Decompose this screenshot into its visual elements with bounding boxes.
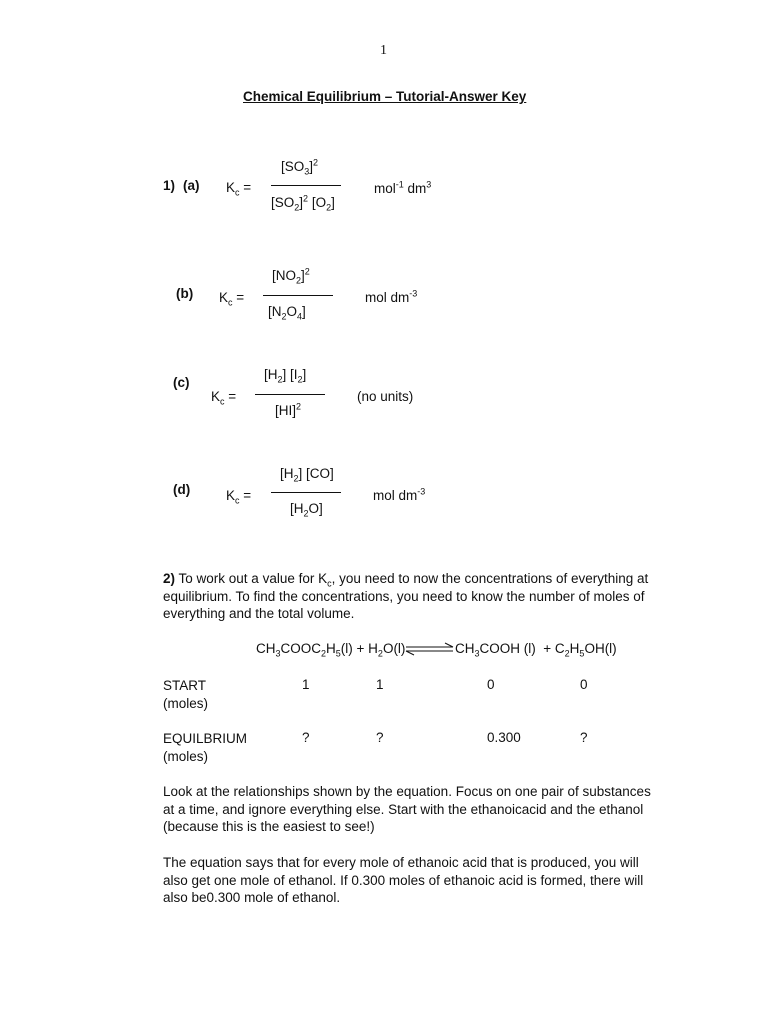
part-b-units: mol $dm^{-3}$: [365, 288, 418, 305]
part-b-numerator: $[NO_2]^2$: [272, 266, 310, 286]
equilibrium-arrows-icon: [405, 642, 455, 656]
part-d-denominator: $[H_2O]$: [290, 501, 323, 519]
part-b-denominator: $[N_2O_4]$: [268, 304, 306, 322]
table-cell: ?: [302, 730, 310, 745]
table-cell: ?: [376, 730, 384, 745]
table-cell: ?: [580, 730, 588, 745]
part-c-units: (no units): [357, 389, 414, 404]
part-d-numerator: $[H_2]$ [CO]: [280, 466, 334, 484]
part-c-fraction-line: [255, 394, 325, 395]
equation-reactants: $CH_3COOC_2H_5(l) + H_2O(l)$: [256, 641, 406, 659]
table-cell: 0.300: [487, 730, 521, 745]
part-d-label: (d): [173, 482, 191, 497]
part-b-kc: $K_c$ =: [219, 290, 245, 308]
table-cell: 1: [302, 677, 310, 692]
part-c-denominator: [HI]$^2$: [275, 401, 302, 418]
table-cell: 0: [580, 677, 588, 692]
part-b-label: (b): [176, 286, 194, 301]
part-c-kc: $K_c$ =: [211, 389, 237, 407]
paragraph-1: Look at the relationships shown by the equation. Focus on one pair of substances at a time, and ignore everything else. Start with the ethanoicacid and the ethanol (because this is the easiest to see!): [163, 784, 651, 834]
part-a-denominator: $[SO_2]^2$ $[O_2]$: [271, 193, 335, 213]
part-a-units: mol$^{-1}$ $dm^3$: [374, 179, 432, 196]
page-number: 1: [380, 43, 387, 58]
part-c-numerator: $[H_2]$ $[I_2]$: [264, 367, 307, 385]
paragraph-2: The equation says that for every mole of ethanoic acid that is produced, you will also get one mole of ethanol. If 0.300 moles of ethanoic acid is formed, there will also be0.300 mole of ethanol.: [163, 855, 644, 905]
question-1-label: 1): [163, 178, 176, 193]
question-2-intro: 2) To work out a value for $K_c$, you need to now the concentrations of everything at equilibrium. To find the concentrations, you need to know the number of moles of everything and the total volume.: [163, 571, 649, 621]
part-d-kc: $K_c$ =: [226, 488, 252, 506]
part-a-label: (a): [183, 178, 200, 193]
part-a-fraction-line: [271, 185, 341, 186]
table-cell: 0: [487, 677, 495, 692]
row-label: EQUILBRIUM (moles): [163, 731, 248, 764]
table-cell: 1: [376, 677, 384, 692]
row-label: START (moles): [163, 678, 209, 711]
part-d-fraction-line: [271, 492, 341, 493]
part-a-numerator: $[SO_3]^2$: [281, 157, 319, 177]
part-a-kc: $K_c$ =: [226, 180, 252, 198]
part-c-label: (c): [173, 375, 190, 390]
equation-products: $CH_3COOH$ $(l) + C_2H_5OH(l)$: [455, 641, 617, 659]
part-d-units: mol $dm^{-3}$: [373, 486, 426, 503]
page-title: Chemical Equilibrium – Tutorial-Answer Key: [243, 89, 527, 104]
part-b-fraction-line: [263, 295, 333, 296]
